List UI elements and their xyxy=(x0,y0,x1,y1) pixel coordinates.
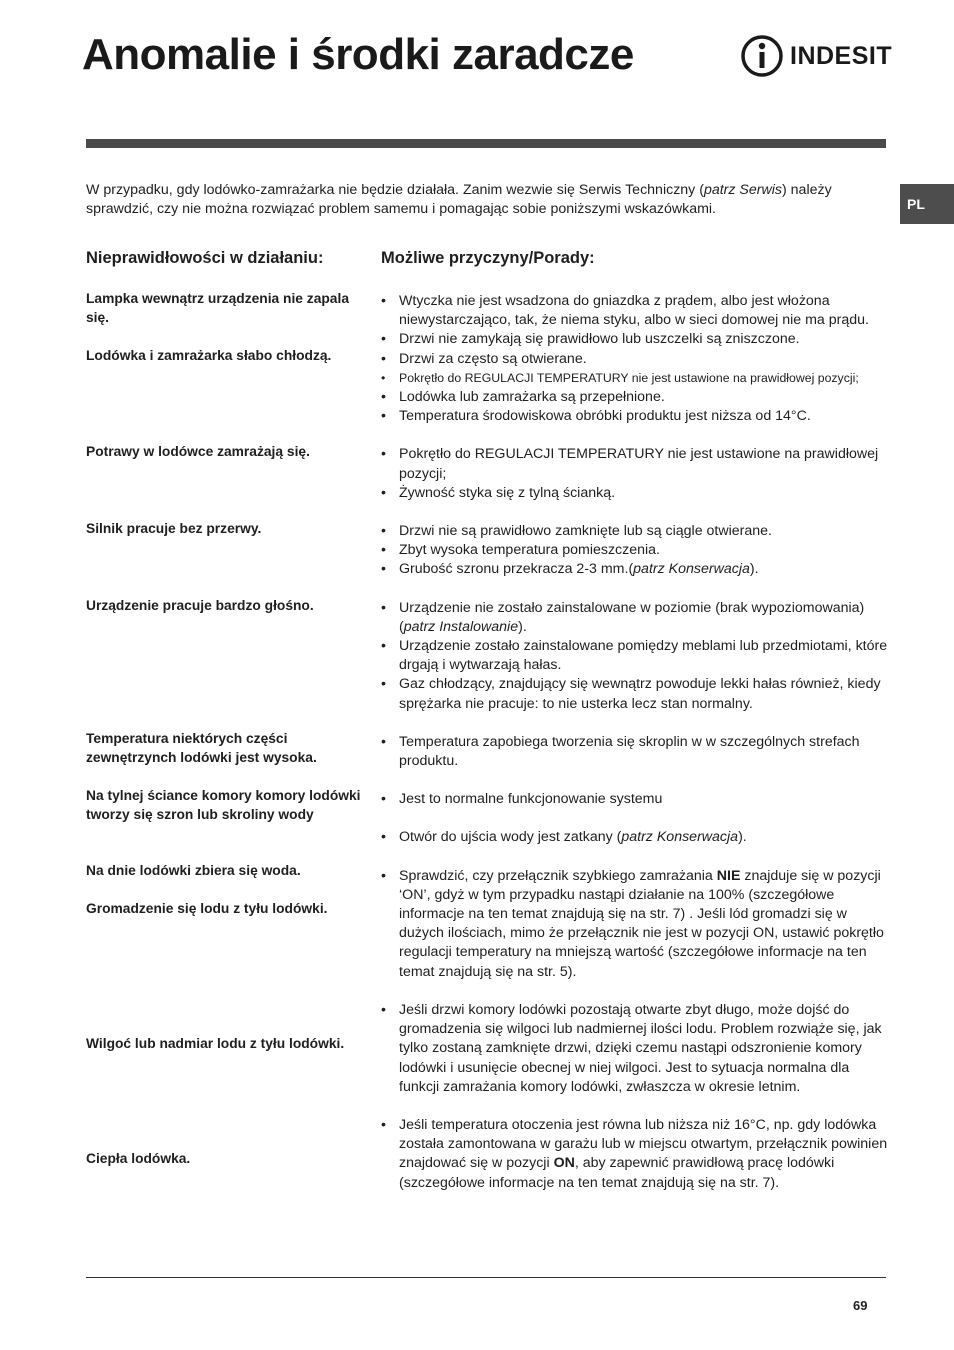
problem-item: Na dnie lodówki zbiera się woda. xyxy=(86,863,301,878)
cause-item: • Temperatura zapobiega tworzenia się skroplin w w szczególnych strefach produktu. xyxy=(381,733,891,771)
cause-item: • Jeśli drzwi komory lodówki pozostają otwarte zbyt długo, może dojść do gromadzenia się wilgoci lub nadmiernej ilości lodu. Problem rozwiąże się, jak tylko zostaną zamknięte drzwi, dzięki czemu nastąpi odszronienie komory lodówki i usunięcie obecnej w niej wilgoci. Jest to sytuacja normalna dla funkcji zamrażania komory lodówki, zwłaszcza w okresie letnim. xyxy=(381,1001,891,1097)
page-title: Anomalie i środki zaradcze xyxy=(82,30,634,79)
intro-paragraph: W przypadku, gdy lodówko-zamrażarka nie będzie działała. Zanim wezwie się Serwis Techniczny (patrz Serwis) należy sprawdzić, czy nie można rozwiązać problem samemu i pomagając sobie poniższymi wskazówkami. xyxy=(86,182,832,217)
cause-item: • Drzwi nie są prawidłowo zamknięte lub są ciągle otwierane. xyxy=(381,522,891,541)
cause-item: • Pokrętło do REGULACJI TEMPERATURY nie jest ustawione na prawidłowej pozycji; xyxy=(381,369,891,388)
language-label: PL xyxy=(907,196,925,212)
header-divider xyxy=(86,139,886,148)
causes-header: Możliwe przyczyny/Porady: xyxy=(381,249,595,267)
cause-item: • Urządzenie zostało zainstalowane pomiędzy meblami lub przedmiotami, które drgają i wytwarzają hałas. xyxy=(381,637,891,675)
cause-item: • Grubość szronu przekracza 2-3 mm.(patrz Konserwacja). xyxy=(381,560,891,579)
cause-item: • Jeśli temperatura otoczenia jest równa lub niższa niż 16°C, np. gdy lodówka została zamontowana w garażu lub w miejscu otwartym, przełącznik powinien znajdować się w pozycji ON, aby zapewnić prawidłową pracę lodówki (szczegółowe informacje na ten temat znajdują się na str. 7). xyxy=(381,1116,891,1193)
language-tab xyxy=(900,184,954,224)
cause-item: • Jest to normalne funkcjonowanie systemu xyxy=(381,790,891,809)
problem-item: Gromadzenie się lodu z tyłu lodówki. xyxy=(86,901,328,916)
page-number: 69 xyxy=(853,1298,868,1313)
problem-item: Potrawy w lodówce zamrażają się. xyxy=(86,444,310,459)
problem-item: Na tylnej ściance komory komory lodówki tworzy się szron lub skroliny wody xyxy=(86,788,361,822)
problem-item: Temperatura niektórych części zewnętrzynch lodówki jest wysoka. xyxy=(86,731,317,765)
cause-item: • Sprawdzić, czy przełącznik szybkiego zamrażania NIE znajduje się w pozycji ‘ON’, gdyż w tym przypadku nastąpi działanie na 100% (szczegółowe informacje na ten temat znajdują się na str. 7) . Jeśli lód gromadzi się w dużych ilościach, mimo że przełącznik nie jest w pozycji ON, ustawić pokrętło regulacji temperatury na mniejszą wartość (szczegółowe informacje na ten temat znajdują się na str. 5). xyxy=(381,867,891,982)
cause-item: • Drzwi nie zamykają się prawidłowo lub uszczelki są zniszczone. xyxy=(381,330,891,349)
cause-item: • Lodówka lub zamrażarka są przepełnione. xyxy=(381,388,891,407)
problem-item: Lodówka i zamrażarka słabo chłodzą. xyxy=(86,348,332,363)
cause-item: • Temperatura środowiskowa obróbki produktu jest niższa od 14°C. xyxy=(381,407,891,426)
problems-header: Nieprawidłowości w działaniu: xyxy=(86,249,324,267)
cause-item: • Pokrętło do REGULACJI TEMPERATURY nie jest ustawione na prawidłowej pozycji; xyxy=(381,445,891,483)
problem-item: Wilgoć lub nadmiar lodu z tyłu lodówki. xyxy=(86,1036,345,1051)
problem-item: Silnik pracuje bez przerwy. xyxy=(86,521,262,536)
cause-item: • Drzwi za często są otwierane. xyxy=(381,350,891,369)
footer-divider xyxy=(86,1277,886,1278)
causes-list xyxy=(381,292,891,1193)
cause-item: • Wtyczka nie jest wsadzona do gniazdka z prądem, albo jest włożona niewystarczająco, tak, że niema styku, albo w sieci domowej nie ma prądu. xyxy=(381,292,891,330)
cause-item: • Gaz chłodzący, znajdujący się wewnątrz powoduje lekki hałas również, kiedy sprężarka nie pracuje: to nie usterka lecz stan normalny. xyxy=(381,675,891,713)
problem-item: Ciepła lodówka. xyxy=(86,1151,191,1166)
cause-item: • Otwór do ujścia wody jest zatkany (patrz Konserwacja). xyxy=(381,828,891,847)
problem-item: Urządzenie pracuje bardzo głośno. xyxy=(86,598,314,613)
indesit-logo-icon xyxy=(740,34,784,78)
cause-item: • Żywność styka się z tylną ścianką. xyxy=(381,484,891,503)
cause-item: • Urządzenie nie zostało zainstalowane w poziomie (brak wypoziomowania) (patrz Instalowanie). xyxy=(381,599,891,637)
brand-name: INDESIT xyxy=(790,41,893,70)
problem-item: Lampka wewnątrz urządzenia nie zapala się. xyxy=(86,291,349,325)
cause-item: • Zbyt wysoka temperatura pomieszczenia. xyxy=(381,541,891,560)
indesit-logo xyxy=(740,34,892,78)
